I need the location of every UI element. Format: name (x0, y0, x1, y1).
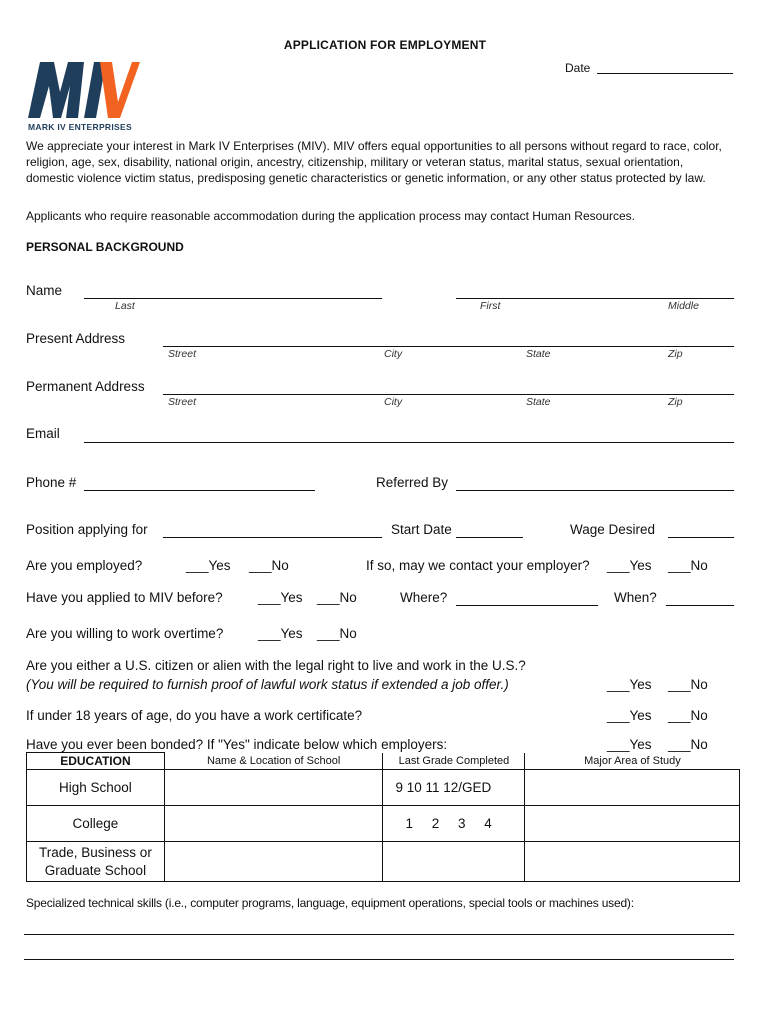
work-certificate-question: If under 18 years of age, do you have a work certificate? (26, 708, 363, 723)
college-major-cell[interactable] (525, 806, 740, 842)
college-name-cell[interactable] (164, 806, 383, 842)
employed-question: Are you employed? (26, 558, 143, 573)
skills-line-1[interactable] (24, 934, 734, 935)
applied-no-option[interactable]: ___No (317, 590, 357, 605)
date-field[interactable] (597, 73, 733, 74)
city-caption: City (384, 396, 403, 408)
bonded-question: Have you ever been bonded? If "Yes" indicate below which employers: (26, 737, 448, 752)
zip-caption: Zip (668, 348, 683, 360)
present-address-label: Present Address (26, 331, 126, 346)
section-personal-heading: PERSONAL BACKGROUND (26, 240, 184, 254)
citizen-question: Are you either a U.S. citizen or alien with the legal right to live and work in the U.S.? (26, 658, 526, 673)
where-field[interactable] (456, 605, 598, 606)
start-date-label: Start Date (391, 522, 452, 537)
table-row (27, 770, 740, 806)
where-label: Where? (400, 590, 448, 605)
major-header: Major Area of Study (525, 753, 740, 770)
first-middle-name-field[interactable] (456, 298, 734, 299)
form-title: APPLICATION FOR EMPLOYMENT (283, 38, 487, 52)
overtime-question: Are you willing to work overtime? (26, 626, 224, 641)
school-name-header: Name & Location of School (164, 753, 383, 770)
trade-school-major-cell[interactable] (525, 842, 740, 882)
certificate-no-option[interactable]: ___No (668, 708, 708, 723)
high-school-name-cell[interactable] (164, 770, 383, 806)
position-label: Position applying for (26, 522, 148, 537)
education-header: EDUCATION (27, 753, 165, 770)
education-header-row (27, 753, 740, 770)
college-label: College (27, 806, 165, 842)
employed-no-option[interactable]: ___No (249, 558, 289, 573)
eeo-paragraph: We appreciate your interest in Mark IV Enterprises (MIV). MIV offers equal opportunities to all persons without regard to race, color, religion, age, sex, disability, national origin, ancestry, citizenship, military or veteran status, marital status, sexual orientation, domestic violence victim status, predisposing genetic characteristics or genetic information, or any other status protected by law. (26, 139, 722, 185)
first-caption: First (480, 300, 501, 312)
contact-yes-option[interactable]: ___Yes (607, 558, 652, 573)
last-name-field[interactable] (84, 298, 382, 299)
college-years[interactable]: 1 2 3 4 (383, 806, 525, 842)
certificate-yes-option[interactable]: ___Yes (607, 708, 652, 723)
skills-line-2[interactable] (24, 959, 734, 960)
when-field[interactable] (666, 605, 734, 606)
contact-employer-question: If so, may we contact your employer? (366, 558, 590, 573)
bonded-no-option[interactable]: ___No (668, 737, 708, 752)
citizen-yes-option[interactable]: ___Yes (607, 677, 652, 692)
accommodation-paragraph: Applicants who require reasonable accommodation during the application process may contact Human Resources. (26, 209, 635, 223)
high-school-label: High School (27, 770, 165, 806)
citizen-note: (You will be required to furnish proof of lawful work status if extended a job offer.) (26, 677, 509, 692)
contact-no-option[interactable]: ___No (668, 558, 708, 573)
overtime-no-option[interactable]: ___No (317, 626, 357, 641)
city-caption: City (384, 348, 403, 360)
trade-school-name-cell[interactable] (164, 842, 383, 882)
name-label: Name (26, 283, 63, 298)
high-school-grades[interactable]: 9 10 11 12/GED (383, 770, 525, 806)
date-label: Date (565, 61, 591, 75)
middle-caption: Middle (668, 300, 699, 312)
high-school-major-cell[interactable] (525, 770, 740, 806)
present-address-field[interactable] (163, 346, 734, 347)
overtime-yes-option[interactable]: ___Yes (258, 626, 303, 641)
wage-label: Wage Desired (570, 522, 656, 537)
state-caption: State (526, 396, 551, 408)
trade-school-grades[interactable] (383, 842, 525, 882)
bonded-yes-option[interactable]: ___Yes (607, 737, 652, 752)
email-field[interactable] (84, 442, 734, 443)
referred-by-label: Referred By (376, 475, 449, 490)
permanent-address-field[interactable] (163, 394, 734, 395)
position-field[interactable] (163, 537, 382, 538)
permanent-address-label: Permanent Address (26, 379, 145, 394)
company-logo (28, 62, 143, 134)
table-row (27, 806, 740, 842)
when-label: When? (614, 590, 657, 605)
applied-before-question: Have you applied to MIV before? (26, 590, 223, 605)
wage-field[interactable] (668, 537, 734, 538)
start-date-field[interactable] (456, 537, 523, 538)
street-caption: Street (168, 348, 197, 360)
phone-label: Phone # (26, 475, 77, 490)
referred-by-field[interactable] (456, 490, 734, 491)
zip-caption: Zip (668, 396, 683, 408)
logo-text: MARK IV ENTERPRISES (28, 122, 132, 132)
table-row (27, 842, 740, 882)
trade-school-label: Trade, Business or Graduate School (27, 842, 165, 882)
education-table (26, 752, 740, 882)
street-caption: Street (168, 396, 197, 408)
applied-yes-option[interactable]: ___Yes (258, 590, 303, 605)
citizen-no-option[interactable]: ___No (668, 677, 708, 692)
phone-field[interactable] (84, 490, 315, 491)
employed-yes-option[interactable]: ___Yes (186, 558, 231, 573)
email-label: Email (26, 426, 60, 441)
state-caption: State (526, 348, 551, 360)
last-caption: Last (115, 300, 135, 312)
skills-label: Specialized technical skills (i.e., computer programs, language, equipment operations, special tools or machines used): (26, 896, 634, 910)
last-grade-header: Last Grade Completed (383, 753, 525, 770)
